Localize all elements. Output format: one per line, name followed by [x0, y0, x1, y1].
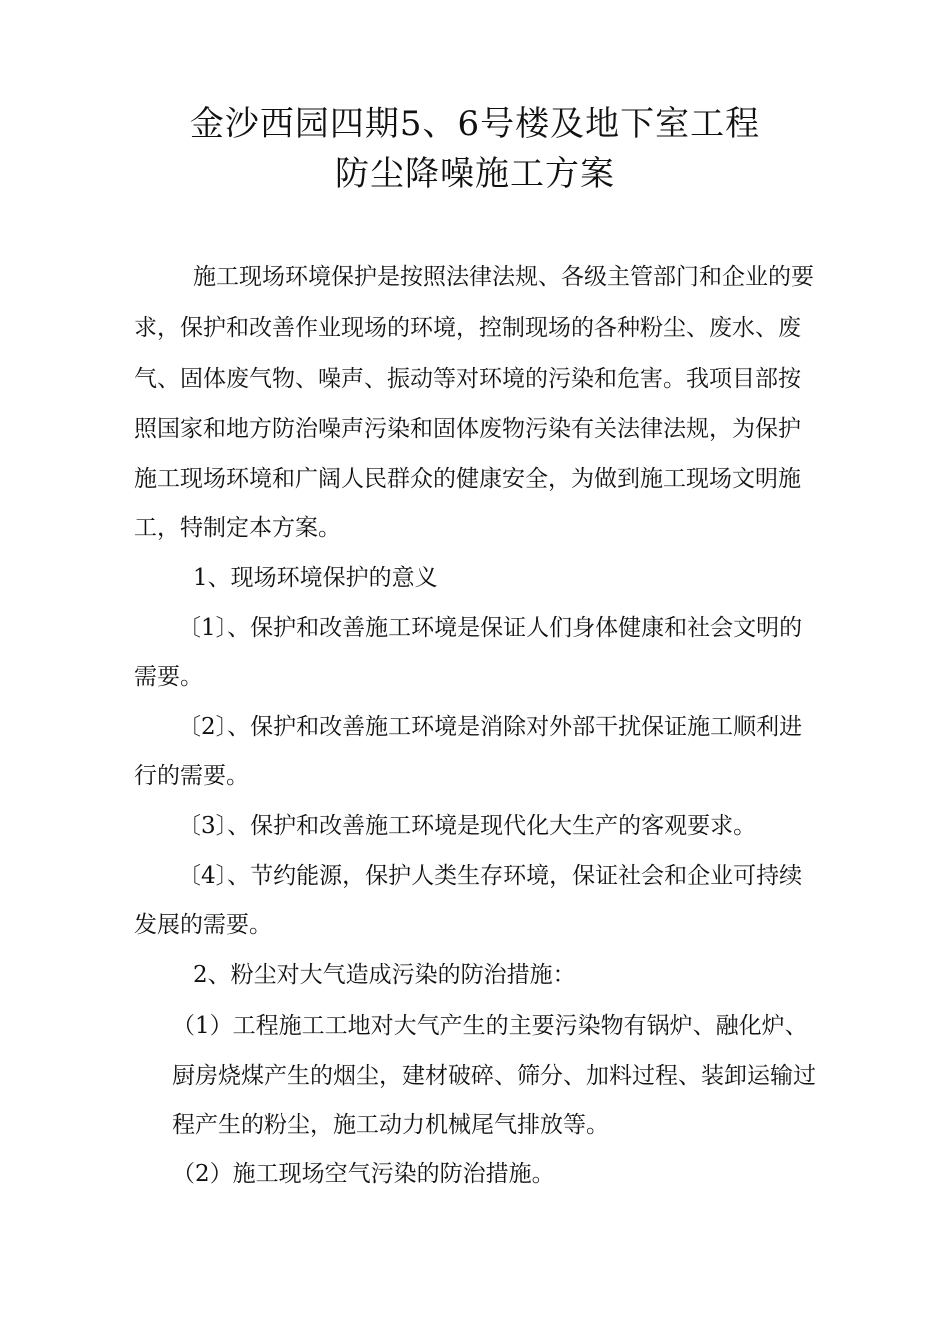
- section-1-item-2-line-1: 〔2〕、保护和改善施工环境是消除对外部干扰保证施工顺利进: [178, 714, 803, 740]
- section-1-item-1-line-1: 〔1〕、保护和改善施工环境是保证人们身体健康和社会文明的: [178, 615, 803, 641]
- document-title-line-1: 金沙西园四期5、6号楼及地下室工程: [189, 104, 761, 144]
- intro-line: 气、固体废气物、噪声、振动等对环境的污染和危害。我项目部按: [134, 366, 801, 392]
- intro-line: 施工现场环境和广阔人民群众的健康安全，为做到施工现场文明施: [134, 466, 801, 492]
- section-2-item-1-line-1: （1）工程施工工地对大气产生的主要污染物有锅炉、融化炉、: [172, 1013, 808, 1039]
- section-1-item-4-line-1: 〔4〕、节约能源，保护人类生存环境，保证社会和企业可持续: [178, 863, 803, 889]
- section-2-item-1-line-3: 程产生的粉尘，施工动力机械尾气排放等。: [172, 1112, 609, 1138]
- section-1-item-2-line-2: 行的需要。: [134, 763, 249, 789]
- intro-line: 施工现场环境保护是按照法律法规、各级主管部门和企业的要: [193, 264, 814, 290]
- document-title-line-2: 防尘降噪施工方案: [335, 154, 615, 194]
- section-2-item-2: （2）施工现场空气污染的防治措施。: [172, 1161, 555, 1187]
- section-1-item-4-line-2: 发展的需要。: [134, 912, 272, 938]
- section-2-heading: 2、粉尘对大气造成污染的防治措施：: [193, 962, 576, 988]
- section-1-item-1-line-2: 需要。: [134, 664, 203, 690]
- intro-line: 求，保护和改善作业现场的环境，控制现场的各种粉尘、废水、废: [134, 315, 801, 341]
- section-1-item-3: 〔3〕、保护和改善施工环境是现代化大生产的客观要求。: [178, 813, 757, 839]
- intro-line: 工，特制定本方案。: [134, 515, 341, 541]
- section-2-item-1-line-2: 厨房烧煤产生的烟尘，建材破碎、筛分、加料过程、装卸运输过: [172, 1063, 816, 1089]
- intro-line: 照国家和地方防治噪声污染和固体废物污染有关法律法规，为保护: [134, 416, 801, 442]
- section-1-heading: 1、现场环境保护的意义: [193, 565, 438, 591]
